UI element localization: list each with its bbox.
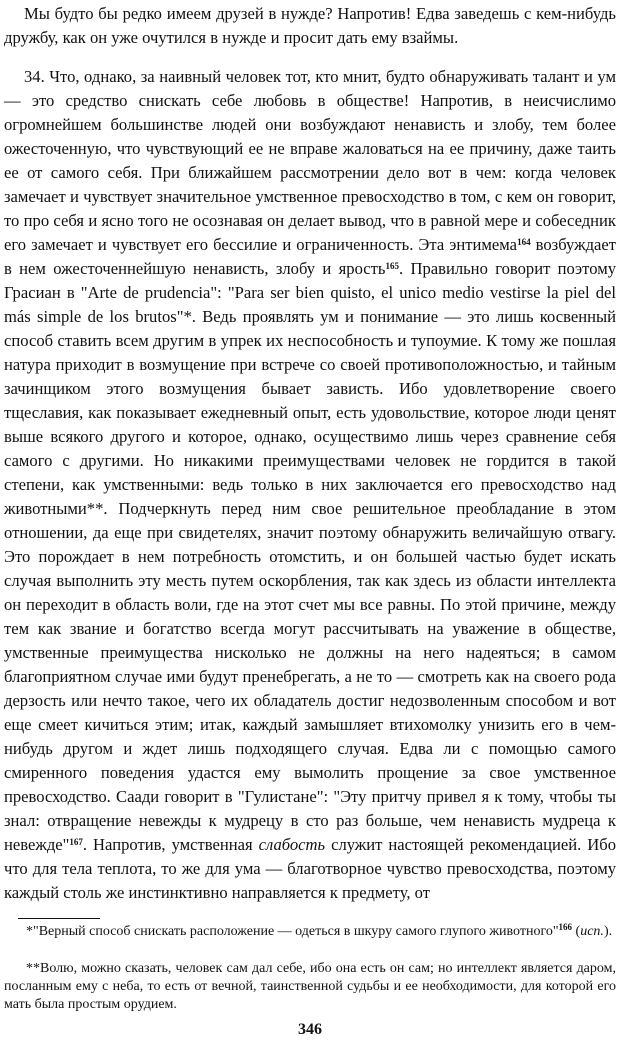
footnote-1 (4, 923, 616, 941)
note-ref-165: 165 (385, 261, 399, 271)
paragraph-34-text-b: возбуждает в нем ожесточеннейшую ненависть, злобу и ярость (4, 235, 617, 278)
paragraph-34-italic: слабость (258, 835, 326, 854)
footnote-2-text: **Волю, можно сказать, человек сам дал себе, ибо она есть он сам; но интеллект является даром, посланным ему с неба, то есть от вечной, таинственной судьбы и ее необходимости, для которой его мать была простым орудием. (4, 961, 616, 1012)
note-ref-166: 166 (558, 922, 573, 932)
paragraph-1 (4, 2, 616, 50)
page-number: 346 (298, 1021, 322, 1038)
paragraph-34-text-e: служит настоящей рекомендацией. Ибо что для тела теплота, то же для ума — благотворное чувство превосходства, поэтому каждый столь же инстинктивно направляется к предмету, от (4, 835, 616, 902)
footnote-1-text-a: *"Верный способ снискать расположение — одеться в шкуру самого глупого животного" (26, 924, 559, 939)
footnote-2 (4, 960, 616, 1014)
note-ref-164: 164 (517, 237, 531, 247)
paragraph-34-text-d: . Напротив, умственная (82, 835, 259, 854)
paragraph-1-text: Мы будто бы редко имеем друзей в нужде? Напротив! Едва заведешь с кем-нибудь дружбу, как он уже очутился в нужде и просит дать ему взаймы. (4, 4, 616, 47)
footnote-divider (18, 918, 100, 919)
footnote-1-text-b: ( (572, 924, 581, 939)
paragraph-34-text-c: . Правильно говорит поэтому Грасиан в "Arte de prudencia": "Para ser bien quisto, el unico medio vestirse la piel del más simple de los brutos"*. Ведь проявлять ум и понимание — это лишь косвенный способ ставить всем другим в упрек их неспособность и тупоумие. К тому же пошлая натура приходит в возмущение при встрече со своей противоположностью, и тайным зачинщиком этого возмущения бывает зависть. Ибо удовлетворение своего тщеславия, как показывает ежедневный опыт, есть удовольствие, которое люди ценят выше всякого другого и которое, однако, осуществимо лишь через сравнение себя самого с другими. Но никакими преимуществами человек не гордится в такой степени, как умственными: ведь только в них заключается его превосходство над животными**. Подчеркнуть перед ним свое решительное преобладание в этом отношении, да еще при свидетелях, значит поэтому обнаружить величайшую отвагу. Это порождает в нем потребность отомстить, и он большей частью будет искать случая выполнить эту месть путем оскорбления, так как здесь из области интеллекта он переходит в область воли, где на этот счет мы все равны. По этой причине, между тем как звание и богатство всегда могут рассчитывать на уважение в обществе, умственные преимущества нисколько не должны на него надеяться; в самом благоприятном случае ими будут пренебрегать, а не то — смотреть как на своего рода дерзость или нечто такое, чего их обладатель достиг недозволенным способом и вот еще смеет кичиться этим; итак, каждый замышляет втихомолку унизить его в чем-нибудь другом и ждет лишь подходящего случая. Едва ли с помощью самого смиренного поведения удастся ему вымолить прощение за свое умственное превосходство. Саади говорит в "Гулистане": "Эту притчу привел я к тому, чтобы ты знал: отвращение невежды к мудрецу в сто раз больше, чем ненависть мудреца к невежде" (4, 259, 616, 854)
footnote-1-text-c: ). (603, 924, 613, 939)
note-ref-167: 167 (69, 837, 83, 847)
paragraph-34 (4, 65, 616, 905)
footnote-1-italic: исп. (580, 924, 604, 939)
paragraph-34-text-a: 34. Что, однако, за наивный человек тот, кто мнит, будто обнаруживать талант и ум — это средство снискать себе любовь в обществе! Напротив, в неисчислимо огромнейшем большинстве людей они возбуждают ненависть и злобу, тем более ожесточенную, что чувствующий ее не вправе жаловаться на ее причину, даже таить ее от самого себя. При ближайшем рассмотрении дело вот в чем: когда человек замечает и чувствует значительное умственное превосходство в том, с кем он говорит, то про себя и ясно того не осознавая он делает вывод, что в равной мере и собеседник его замечает и чувствует его бессилие и ограниченность. Эта энтимема (4, 67, 616, 254)
